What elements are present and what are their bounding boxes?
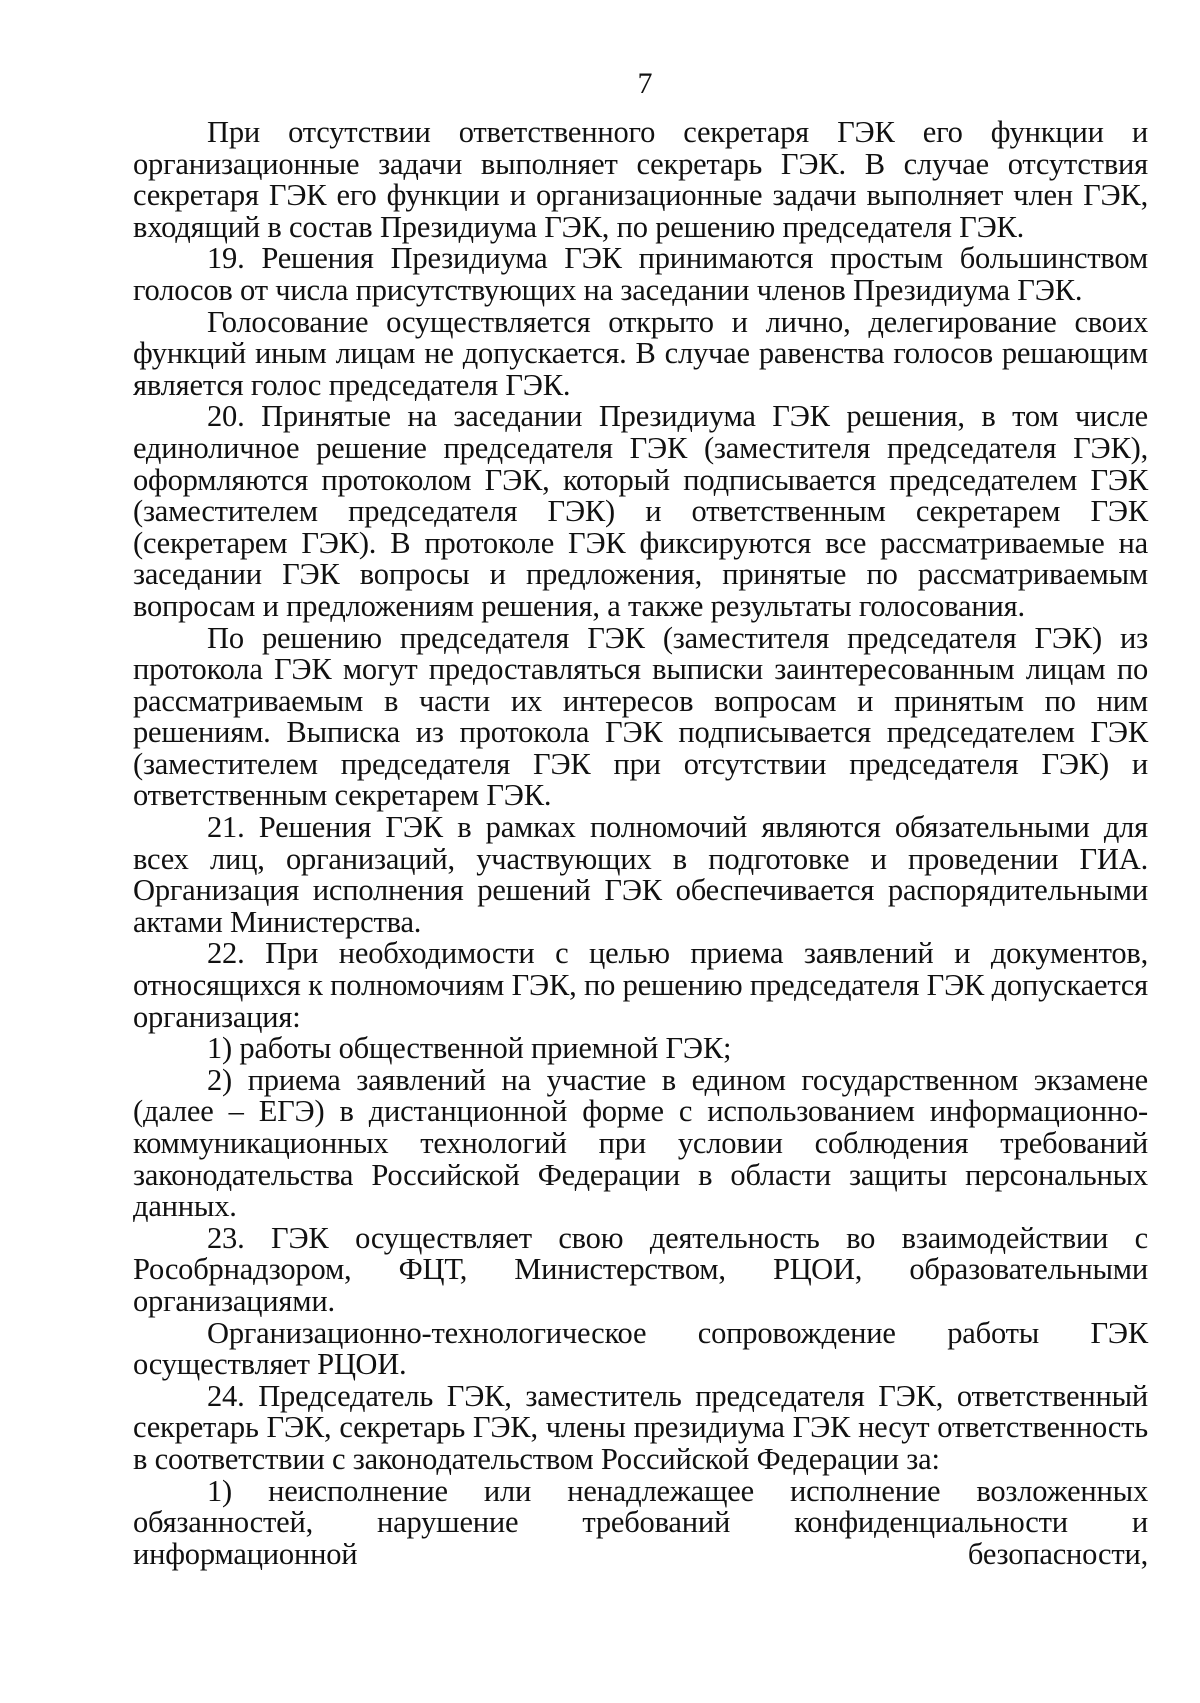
list-item-public-reception: 1) работы общественной приемной ГЭК; <box>207 1031 732 1066</box>
paragraph-20-protocol: 20. Принятые на заседании Президиума ГЭК решения, в том числе единоличное решение председателя ГЭК (заместителя председателя ГЭК), оформляются протоколом ГЭК, который подписывается председателем ГЭК (заместителем председателя ГЭК) и ответственным секретарем ГЭК (секретарем ГЭК). В протоколе ГЭК фиксируются все рассматриваемые на заседании ГЭК вопросы и предложения, принятые по рассматриваемым вопросам и предложениям решения, а также результаты голосования. <box>133 399 1148 623</box>
list-item-duties-violation: 1) неисполнение или ненадлежащее исполнение возложенных обязанностей, нарушение требований конфиденциальности и информационной безопасности, <box>133 1473 1148 1571</box>
page-number: 7 <box>637 67 653 100</box>
paragraph-22-applications: 22. При необходимости с целью приема заявлений и документов, относящихся к полномочиям ГЭК, по решению председателя ГЭК допускается организация: <box>133 936 1148 1034</box>
paragraph-technical-support: Организационно-технологическое сопровождение работы ГЭК осуществляет РЦОИ. <box>133 1315 1148 1382</box>
paragraph-21-binding-decisions: 21. Решения ГЭК в рамках полномочий являются обязательными для всех лиц, организаций, участвующих в подготовке и проведении ГИА. Организация исполнения решений ГЭК обеспечивается распорядительными актами Министерства. <box>133 810 1148 939</box>
paragraph-voting: Голосование осуществляется открыто и лично, делегирование своих функций иным лицам не допускается. В случае равенства голосов решающим является голос председателя ГЭК. <box>133 304 1148 402</box>
paragraph-19-presidium-decisions: 19. Решения Президиума ГЭК принимаются простым большинством голосов от числа присутствующих на заседании членов Президиума ГЭК. <box>133 241 1148 307</box>
paragraph-protocol-extracts: По решению председателя ГЭК (заместителя председателя ГЭК) из протокола ГЭК могут предоставляться выписки заинтересованным лицам по рассматриваемым в части их интересов вопросам и принятым по ним решениям. Выписка из протокола ГЭК подписывается председателем ГЭК (заместителем председателя ГЭК при отсутствии председателя ГЭК) и ответственным секретарем ГЭК. <box>133 620 1148 813</box>
list-item-remote-applications: 2) приема заявлений на участие в едином государственном экзамене (далее – ЕГЭ) в дистанционной форме с использованием информационно-коммуникационных технологий при условии соблюдения требований законодательства Российской Федерации в области защиты персональных данных. <box>133 1062 1148 1224</box>
document-body <box>133 117 1148 1570</box>
paragraph-24-responsibility: 24. Председатель ГЭК, заместитель председателя ГЭК, ответственный секретарь ГЭК, секретарь ГЭК, члены президиума ГЭК несут ответственность в соответствии с законодательством Российской Федерации за: <box>133 1378 1148 1476</box>
paragraph-23-interaction: 23. ГЭК осуществляет свою деятельность во взаимодействии с Рособрнадзором, ФЦТ, Министерством, РЦОИ, образовательными организациями. <box>133 1220 1148 1318</box>
paragraph-secretary-absence: При отсутствии ответственного секретаря ГЭК его функции и организационные задачи выполняет секретарь ГЭК. В случае отсутствия секретаря ГЭК его функции и организационные задачи выполняет член ГЭК, входящий в состав Президиума ГЭК, по решению председателя ГЭК. <box>133 115 1148 244</box>
